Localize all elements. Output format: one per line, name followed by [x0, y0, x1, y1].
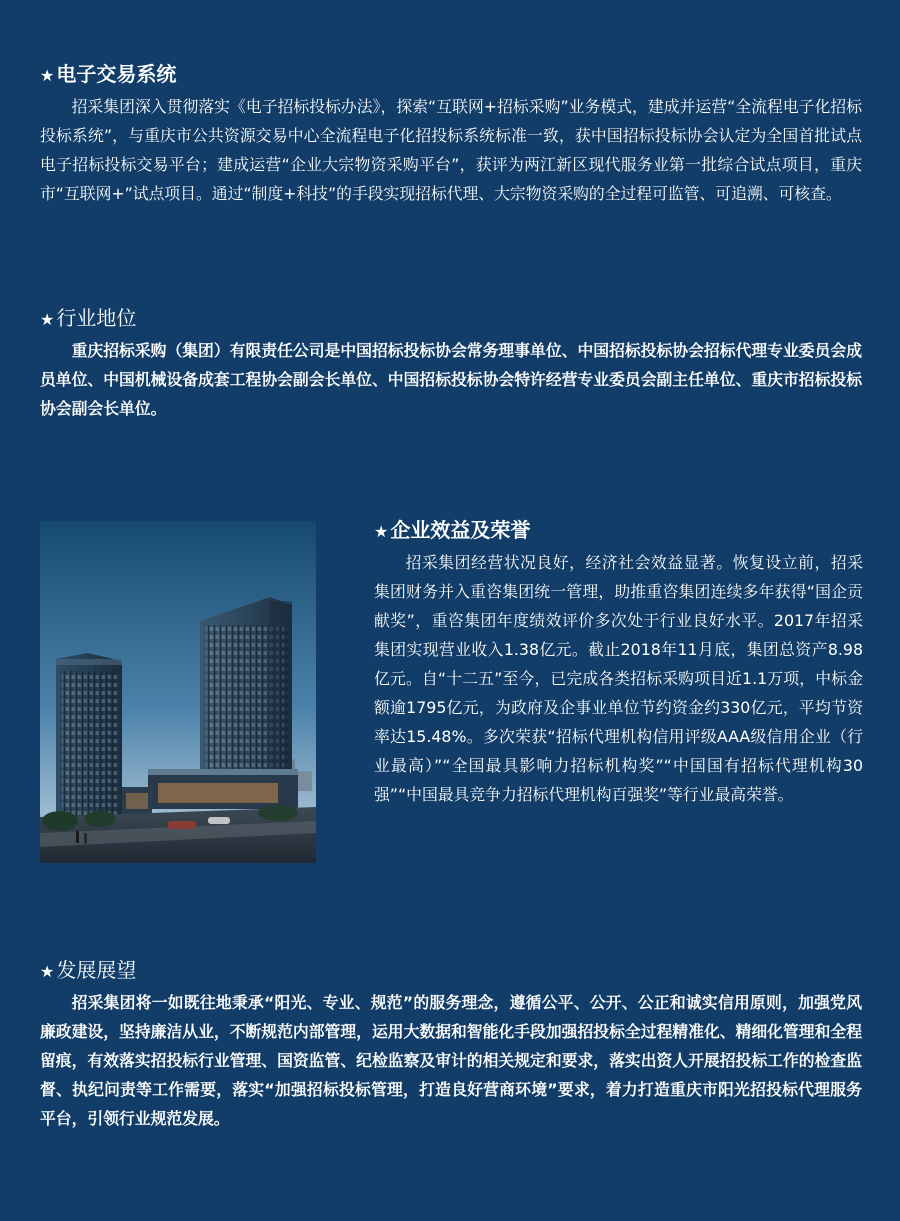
section-title: 行业地位 — [56, 306, 137, 330]
star-icon: ★ — [40, 66, 55, 85]
section-body: 重庆招标采购（集团）有限责任公司是中国招标投标协会常务理事单位、中国招标投标协会招标代理专业委员会成员单位、中国机械设备成套工程协会副会长单位、中国招标投标协会特许经营专业委员会副主任单位、重庆市招标投标协会副会长单位。 — [40, 341, 862, 418]
section-title: 电子交易系统 — [56, 62, 177, 86]
section-industry-position — [40, 304, 862, 423]
section-title: 发展展望 — [56, 958, 137, 982]
star-icon: ★ — [374, 522, 389, 541]
section-heading — [40, 956, 862, 986]
section-body: 招采集团将一如既往地秉承“阳光、专业、规范”的服务理念，遵循公平、公开、公正和诚实信用原则，加强党风廉政建设，坚持廉洁从业，不断规范内部管理，运用大数据和智能化手段加强招投标全过程精准化、精细化管理和全程留痕，有效落实招投标行业管理、国资监管、纪检监察及审计的相关规定和要求，落实出资人开展招投标工作的检查监督、执纪问责等工作需要，落实“加强招标投标管理，打造良好营商环境”要求，着力打造重庆市阳光招投标代理服务平台，引领行业规范发展。 — [40, 993, 862, 1128]
section-title: 企业效益及荣誉 — [390, 518, 531, 542]
section-body: 招采集团深入贯彻落实《电子招标投标办法》，探索“互联网+招标采购”业务模式，建成并运营“全流程电子化招标投标系统”，与重庆市公共资源交易中心全流程电子化招投标系统标准一致，获中国招标投标协会认定为全国首批试点电子招标投标交易平台；建成运营“企业大宗物资采购平台”，获评为两江新区现代服务业第一批综合试点项目，重庆市“互联网+”试点项目。通过“制度+科技”的手段实现招标代理、大宗物资采购的全过程可监管、可追溯、可核查。 — [40, 97, 862, 203]
star-icon: ★ — [40, 962, 55, 981]
section-heading — [374, 516, 863, 546]
section-heading — [40, 60, 862, 90]
building-photo — [40, 521, 316, 863]
section-electronic-trading — [40, 60, 862, 208]
section-development-outlook — [40, 956, 862, 1133]
section-body: 招采集团经营状况良好，经济社会效益显著。恢复设立前，招采集团财务并入重咨集团统一管理，助推重咨集团连续多年获得“国企贡献奖”，重咨集团年度绩效评价多次处于行业良好水平。2017年招采集团实现营业收入1.38亿元。截止2018年11月底，集团总资产8.98亿元。自“十二五”至今，已完成各类招标采购项目近1.1万项，中标金额逾1795亿元，为政府及企事业单位节约资金约330亿元，平均节资率达15.48%。多次荣获“招标代理机构信用评级AAA级信用企业（行业最高）”“全国最具影响力招标机构奖”“中国国有招标代理机构30强”“中国最具竞争力招标代理机构百强奖”等行业最高荣誉。 — [374, 553, 863, 804]
section-benefits-honors — [374, 516, 863, 809]
star-icon: ★ — [40, 310, 55, 329]
section-heading — [40, 304, 862, 334]
